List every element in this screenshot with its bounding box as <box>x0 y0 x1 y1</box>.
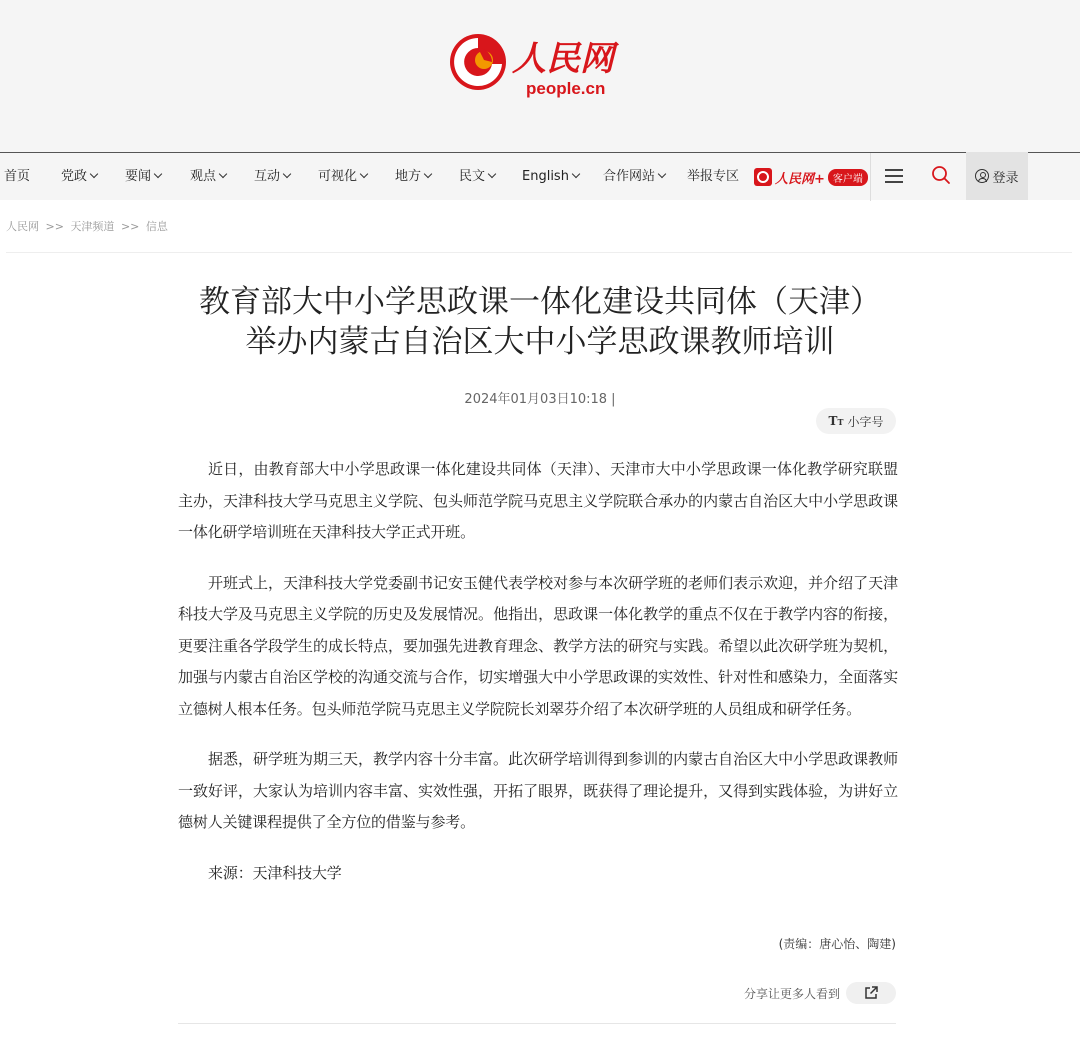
login-label: 登录 <box>992 170 1019 186</box>
nav-item-english[interactable]: English <box>522 153 579 201</box>
breadcrumb-separator: >> <box>45 220 64 233</box>
logo-en-text: people.cn <box>526 79 606 98</box>
chevron-down-icon <box>154 170 162 178</box>
nav-item-news[interactable]: 要闻 <box>125 153 161 201</box>
article-datetime: 2024年01月03日10:18 | <box>464 392 616 407</box>
user-icon <box>975 169 989 183</box>
share-icon <box>863 985 879 1001</box>
chevron-down-icon <box>90 170 98 178</box>
logo-mark-icon <box>450 34 506 90</box>
article-paragraph: 开班式上，天津科技大学党委副书记安玉健代表学校对参与本次研学班的老师们表示欢迎，并介绍了天津科技大学及马克思主义学院的历史及发展情况。他指出，思政课一体化教学的重点不仅在于教学内容的衔接，更要注重各学段学生的成长特点，要加强先进教育理念、教学方法的研究与实践。希望以此次研学班为契机，加强与内蒙古自治区学校的沟通交流与合作，切实增强大中小学思政课的实效性、针对性和感染力，全面落实立德树人根本任务。包头师范学院马克思主义学院院长刘翠芬介绍了本次研学班的人员组成和研学任务。 <box>178 573 898 718</box>
breadcrumb-item-tianjin[interactable]: 天津频道 <box>70 220 115 233</box>
app-brand-text: 人民网+ <box>775 171 825 187</box>
people-app-icon <box>754 168 772 186</box>
breadcrumb-item-home[interactable]: 人民网 <box>6 220 39 233</box>
main-nav <box>0 152 1080 200</box>
share-bar <box>700 982 896 1004</box>
nav-item-visual[interactable]: 可视化 <box>318 153 367 201</box>
breadcrumb <box>6 218 168 234</box>
chevron-down-icon <box>488 170 496 178</box>
chevron-down-icon <box>360 170 368 178</box>
people-cn-logo[interactable] <box>448 30 638 102</box>
article-body <box>178 454 898 889</box>
nav-item-home[interactable]: 首页 <box>4 169 31 184</box>
article-paragraph: 近日，由教育部大中小学思政课一体化建设共同体（天津）、天津市大中小学思政课一体化教学研究联盟主办，天津科技大学马克思主义学院、包头师范学院马克思主义学院联合承办的内蒙古自治区大中小学思政课一体化研学培训班在天津科技大学正式开班。 <box>178 460 898 541</box>
breadcrumb-item-info[interactable]: 信息 <box>145 220 168 233</box>
article-editor: (责编：唐心怡、陶建) <box>778 937 896 951</box>
nav-item-local[interactable]: 地方 <box>395 153 431 201</box>
text-size-icon: TT <box>828 414 844 428</box>
share-label: 分享让更多人看到 <box>743 986 840 1001</box>
article-title <box>150 282 930 362</box>
chevron-down-icon <box>572 170 580 178</box>
app-download-badge[interactable] <box>754 167 868 187</box>
header-divider <box>6 252 1072 253</box>
nav-item-report[interactable]: 举报专区 <box>687 169 740 184</box>
nav-item-ethnic[interactable]: 民文 <box>459 153 495 201</box>
hamburger-icon[interactable] <box>885 169 903 183</box>
font-size-label: 小字号 <box>847 414 884 429</box>
font-size-toggle-button[interactable] <box>816 408 896 434</box>
chevron-down-icon <box>658 170 666 178</box>
nav-item-interact[interactable]: 互动 <box>254 153 290 201</box>
logo-cn-text: 人民网 <box>512 39 614 79</box>
chevron-down-icon <box>283 170 291 178</box>
login-button[interactable] <box>966 152 1028 200</box>
app-client-pill: 客户端 <box>828 169 868 186</box>
article-title-line1: 教育部大中小学思政课一体化建设共同体（天津） <box>199 284 881 320</box>
article-paragraph: 据悉，研学班为期三天，教学内容十分丰富。此次研学培训得到参训的内蒙古自治区大中小学思政课教师一致好评，大家认为培训内容丰富、实效性强，开拓了眼界，既获得了理论提升，又得到实践体验，为讲好立德树人关键课程提供了全方位的借鉴与参考。 <box>178 750 898 831</box>
nav-divider <box>870 153 871 201</box>
share-button[interactable] <box>846 982 896 1004</box>
article-source: 来源：天津科技大学 <box>208 863 342 882</box>
chevron-down-icon <box>219 170 227 178</box>
footer-divider <box>178 1023 896 1024</box>
search-icon[interactable] <box>931 165 951 185</box>
chevron-down-icon <box>424 170 432 178</box>
nav-item-partners[interactable]: 合作网站 <box>603 153 665 201</box>
nav-item-opinion[interactable]: 观点 <box>190 153 226 201</box>
article-title-line2: 举办内蒙古自治区大中小学思政课教师培训 <box>245 324 835 360</box>
breadcrumb-separator: >> <box>120 220 140 233</box>
nav-item-party[interactable]: 党政 <box>61 153 97 201</box>
